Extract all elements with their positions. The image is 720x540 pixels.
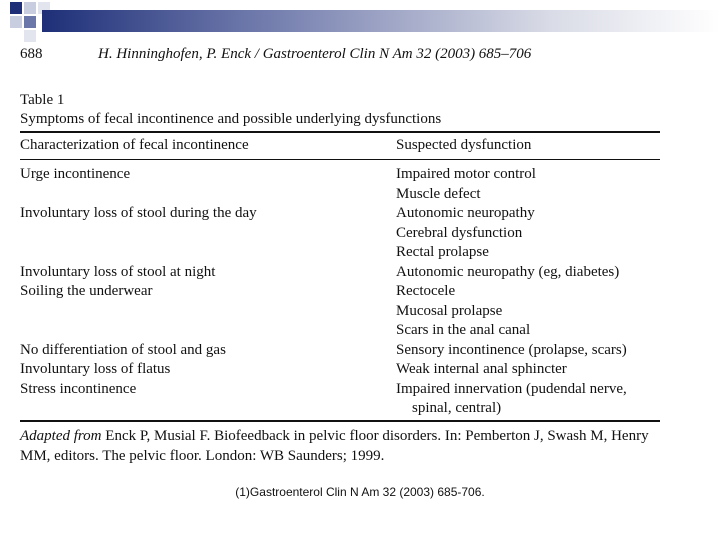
table-cell-right: Muscle defect [396, 185, 481, 202]
table-caption: Symptoms of fecal incontinence and possible underlying dysfunctions [20, 111, 442, 127]
table-cell-right: Sensory incontinence (prolapse, scars) [396, 341, 627, 358]
table-cell-right: Rectocele [396, 283, 456, 299]
table-cell-left: Urge incontinence [20, 166, 131, 182]
table-cell-left: No differentiation of stool and gas [20, 341, 226, 358]
table-title-block [20, 91, 441, 129]
table-top-rule [20, 131, 660, 133]
table-cell-right: Autonomic neuropathy [396, 205, 535, 221]
decor-square [10, 16, 22, 28]
header-gradient-band [42, 10, 720, 32]
table-cell-right: spinal, central) [412, 400, 502, 416]
table-footnote [20, 426, 660, 466]
table-cell-right: Rectal prolapse [396, 244, 489, 260]
table-bottom-rule [20, 420, 660, 422]
table-cell-left: Involuntary loss of stool at night [20, 263, 216, 280]
table-cell-left: Soiling the underwear [20, 283, 153, 299]
decor-square [10, 2, 22, 14]
table-cell-right: Scars in the anal canal [396, 322, 531, 338]
table-cell-right: Impaired innervation (pudendal nerve, [396, 380, 627, 397]
page-number: 688 [20, 46, 43, 62]
slide-footer-citation: (1)Gastroenterol Clin N Am 32 (2003) 685-706. [235, 485, 485, 499]
running-citation: H. Hinninghofen, P. Enck / Gastroenterol Clin N Am 32 (2003) 685–706 [98, 46, 532, 62]
column-header-characterization: Characterization of fecal incontinence [20, 137, 249, 153]
table-header-rule [20, 159, 660, 160]
table-cell-right: Autonomic neuropathy (eg, diabetes) [396, 263, 620, 280]
table-cell-right: Weak internal anal sphincter [396, 361, 567, 377]
table-label: Table 1 [20, 92, 65, 108]
footnote-lead: Adapted from [20, 428, 102, 444]
table-cell-right: Impaired motor control [396, 166, 536, 182]
footnote-text: Enck P, Musial F. Biofeedback in pelvic floor disorders. In: Pemberton J, Swash M, Henry MM, editors. The pelvic floor. London: WB Saunders; 1999. [20, 428, 649, 464]
decor-square [24, 2, 36, 14]
page-header [20, 46, 531, 63]
decor-square [24, 16, 36, 28]
decor-square [24, 30, 36, 42]
table-cell-left: Stress incontinence [20, 380, 137, 397]
table-cell-left: Involuntary loss of stool during the day [20, 205, 257, 221]
table-cell-right: Cerebral dysfunction [396, 224, 523, 241]
table-cell-right: Mucosal prolapse [396, 302, 503, 319]
table-cell-left: Involuntary loss of flatus [20, 361, 171, 377]
column-header-dysfunction: Suspected dysfunction [396, 137, 532, 153]
